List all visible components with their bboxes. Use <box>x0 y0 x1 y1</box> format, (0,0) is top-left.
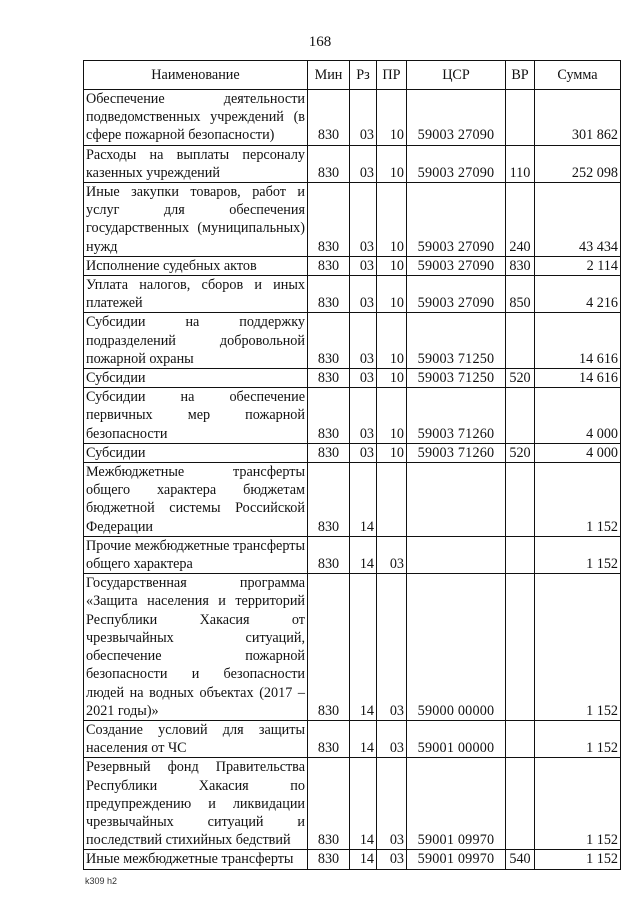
cell-pr: 10 <box>377 313 407 369</box>
cell-sum: 2 114 <box>535 256 621 275</box>
header-sum: Сумма <box>535 61 621 90</box>
cell-name: Субсидии на поддержку подразделений добровольной пожарной охраны <box>84 313 308 369</box>
cell-name: Субсидии на обеспечение первичных мер пожарной безопасности <box>84 388 308 444</box>
cell-csr <box>407 463 506 537</box>
cell-sum: 4 216 <box>535 276 621 313</box>
table-row <box>84 183 621 257</box>
cell-min: 830 <box>308 443 350 462</box>
cell-sum: 1 152 <box>535 574 621 721</box>
cell-rz: 03 <box>350 276 377 313</box>
cell-vr <box>506 313 535 369</box>
cell-sum: 4 000 <box>535 388 621 444</box>
cell-rz: 03 <box>350 183 377 257</box>
cell-vr: 520 <box>506 443 535 462</box>
cell-name: Иные закупки товаров, работ и услуг для обеспечения государственных (муниципальных) нужд <box>84 183 308 257</box>
cell-pr: 10 <box>377 183 407 257</box>
table-body <box>84 90 621 870</box>
cell-pr: 03 <box>377 850 407 869</box>
table-row <box>84 145 621 182</box>
cell-sum: 1 152 <box>535 720 621 757</box>
cell-pr: 10 <box>377 388 407 444</box>
cell-name: Создание условий для защиты населения от ЧС <box>84 720 308 757</box>
cell-sum: 1 152 <box>535 463 621 537</box>
cell-pr: 10 <box>377 276 407 313</box>
table-row <box>84 276 621 313</box>
cell-rz: 14 <box>350 720 377 757</box>
cell-min: 830 <box>308 850 350 869</box>
table-row <box>84 720 621 757</box>
cell-name: Уплата налогов, сборов и иных платежей <box>84 276 308 313</box>
cell-rz: 03 <box>350 145 377 182</box>
cell-rz: 03 <box>350 443 377 462</box>
cell-vr <box>506 388 535 444</box>
cell-rz: 03 <box>350 90 377 146</box>
header-name: Наименование <box>84 61 308 90</box>
cell-rz: 03 <box>350 388 377 444</box>
cell-sum: 1 152 <box>535 850 621 869</box>
cell-sum: 43 434 <box>535 183 621 257</box>
cell-pr: 10 <box>377 443 407 462</box>
cell-rz: 03 <box>350 313 377 369</box>
cell-rz: 03 <box>350 369 377 388</box>
cell-pr: 03 <box>377 720 407 757</box>
cell-vr <box>506 720 535 757</box>
table-row <box>84 443 621 462</box>
cell-csr <box>407 536 506 573</box>
cell-min: 830 <box>308 90 350 146</box>
header-pr: ПР <box>377 61 407 90</box>
table-row <box>84 850 621 869</box>
cell-name: Расходы на выплаты персоналу казенных учреждений <box>84 145 308 182</box>
header-min: Мин <box>308 61 350 90</box>
cell-csr: 59003 27090 <box>407 90 506 146</box>
footer-code: k309 h2 <box>85 876 118 886</box>
table-row <box>84 388 621 444</box>
cell-sum: 252 098 <box>535 145 621 182</box>
cell-min: 830 <box>308 313 350 369</box>
cell-pr: 03 <box>377 536 407 573</box>
cell-pr: 10 <box>377 90 407 146</box>
cell-vr <box>506 463 535 537</box>
cell-pr: 03 <box>377 574 407 721</box>
cell-name: Субсидии <box>84 443 308 462</box>
cell-rz: 14 <box>350 758 377 850</box>
cell-csr: 59003 27090 <box>407 183 506 257</box>
cell-csr: 59003 27090 <box>407 276 506 313</box>
cell-csr: 59003 71260 <box>407 388 506 444</box>
cell-min: 830 <box>308 276 350 313</box>
cell-csr: 59003 71260 <box>407 443 506 462</box>
cell-name: Исполнение судебных актов <box>84 256 308 275</box>
table-row <box>84 256 621 275</box>
header-vr: ВР <box>506 61 535 90</box>
cell-name: Субсидии <box>84 369 308 388</box>
cell-name: Межбюджетные трансферты общего характера бюджетам бюджетной системы Российской Федерации <box>84 463 308 537</box>
cell-vr: 240 <box>506 183 535 257</box>
cell-vr <box>506 758 535 850</box>
table-row <box>84 369 621 388</box>
cell-csr: 59001 09970 <box>407 850 506 869</box>
cell-csr: 59001 00000 <box>407 720 506 757</box>
cell-rz: 14 <box>350 574 377 721</box>
cell-sum: 1 152 <box>535 536 621 573</box>
cell-min: 830 <box>308 720 350 757</box>
cell-csr: 59003 71250 <box>407 313 506 369</box>
cell-name: Иные межбюджетные трансферты <box>84 850 308 869</box>
cell-sum: 14 616 <box>535 313 621 369</box>
cell-min: 830 <box>308 758 350 850</box>
header-csr: ЦСР <box>407 61 506 90</box>
cell-vr <box>506 574 535 721</box>
cell-name: Государственная программа «Защита населения и территорий Республики Хакасия от чрезвычайных ситуаций, обеспечение пожарной безопасности и безопасности людей на водных объектах (2017 – 2021 годы)» <box>84 574 308 721</box>
table-row <box>84 536 621 573</box>
table-row <box>84 758 621 850</box>
cell-rz: 14 <box>350 536 377 573</box>
cell-min: 830 <box>308 145 350 182</box>
table-row <box>84 313 621 369</box>
cell-vr <box>506 90 535 146</box>
cell-min: 830 <box>308 463 350 537</box>
cell-sum: 1 152 <box>535 758 621 850</box>
cell-sum: 4 000 <box>535 443 621 462</box>
cell-rz: 03 <box>350 256 377 275</box>
cell-csr: 59000 00000 <box>407 574 506 721</box>
cell-csr: 59001 09970 <box>407 758 506 850</box>
table-row <box>84 90 621 146</box>
cell-min: 830 <box>308 574 350 721</box>
cell-vr: 540 <box>506 850 535 869</box>
cell-vr <box>506 536 535 573</box>
cell-vr: 850 <box>506 276 535 313</box>
header-row <box>84 61 621 90</box>
cell-csr: 59003 27090 <box>407 256 506 275</box>
cell-pr: 03 <box>377 758 407 850</box>
cell-name: Обеспечение деятельности подведомственных учреждений (в сфере пожарной безопасности) <box>84 90 308 146</box>
cell-sum: 14 616 <box>535 369 621 388</box>
cell-min: 830 <box>308 369 350 388</box>
cell-pr: 10 <box>377 145 407 182</box>
table-row <box>84 574 621 721</box>
cell-rz: 14 <box>350 850 377 869</box>
cell-vr: 520 <box>506 369 535 388</box>
cell-min: 830 <box>308 536 350 573</box>
cell-vr: 110 <box>506 145 535 182</box>
table-row <box>84 463 621 537</box>
cell-csr: 59003 71250 <box>407 369 506 388</box>
cell-name: Прочие межбюджетные трансферты общего характера <box>84 536 308 573</box>
header-rz: Рз <box>350 61 377 90</box>
cell-pr: 10 <box>377 369 407 388</box>
cell-name: Резервный фонд Правительства Республики Хакасия по предупреждению и ликвидации чрезвычайных ситуаций и последствий стихийных бедствий <box>84 758 308 850</box>
budget-table <box>83 60 621 870</box>
cell-min: 830 <box>308 256 350 275</box>
cell-min: 830 <box>308 183 350 257</box>
page-number: 168 <box>308 34 332 50</box>
cell-sum: 301 862 <box>535 90 621 146</box>
cell-vr: 830 <box>506 256 535 275</box>
cell-rz: 14 <box>350 463 377 537</box>
cell-min: 830 <box>308 388 350 444</box>
cell-pr: 10 <box>377 256 407 275</box>
cell-pr <box>377 463 407 537</box>
cell-csr: 59003 27090 <box>407 145 506 182</box>
